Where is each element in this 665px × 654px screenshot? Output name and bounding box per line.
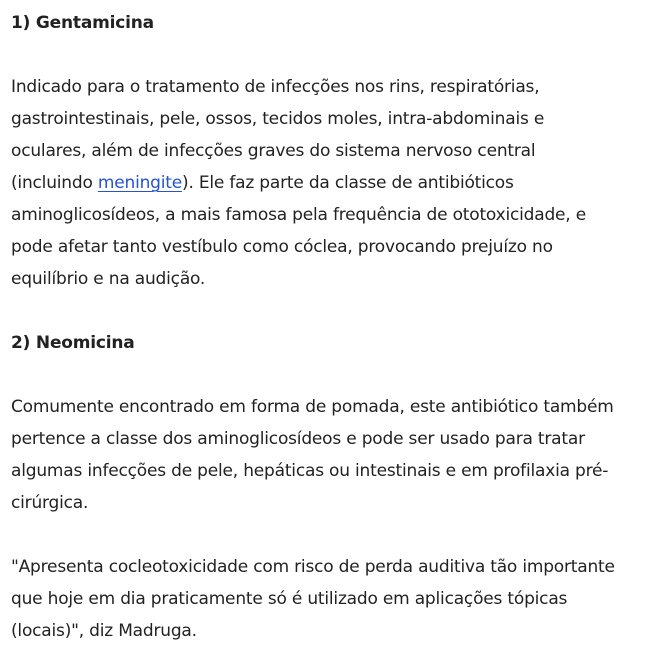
meningite-link[interactable]: meningite [97, 173, 183, 193]
paragraph-line: Indicado para o tratamento de infecções nos rins, respiratórias, [11, 77, 540, 97]
paragraph-line: pode afetar tanto vestíbulo como cóclea, provocando prejuízo no [11, 237, 553, 257]
quote-paragraph [11, 551, 615, 647]
text-fragment: ). Ele faz parte da classe de antibióticos [182, 173, 514, 193]
paragraph-line: aminoglicosídeos, a mais famosa pela frequência de ototoxicidade, e [11, 205, 586, 225]
paragraph-line: Comumente encontrado em forma de pomada, este antibiótico também [11, 397, 614, 417]
quote-line: que hoje em dia praticamente só é utilizado em aplicações tópicas [11, 589, 568, 609]
paragraph-line: oculares, além de infecções graves do sistema nervoso central [11, 141, 536, 161]
paragraph-neomicina [11, 391, 614, 519]
paragraph-line: equilíbrio e na audição. [11, 269, 206, 289]
text-fragment: (incluindo [11, 173, 98, 193]
paragraph-line: cirúrgica. [11, 493, 89, 513]
quote-line: "Apresenta cocleotoxicidade com risco de perda auditiva tão importante [11, 557, 615, 577]
section-heading-gentamicina [11, 7, 154, 39]
heading-text: 2) Neomicina [11, 333, 135, 353]
quote-line: (locais)", diz Madruga. [11, 621, 197, 641]
paragraph-gentamicina [11, 71, 586, 295]
paragraph-line: gastrointestinais, pele, ossos, tecidos moles, intra-abdominais e [11, 109, 545, 129]
paragraph-line: algumas infecções de pele, hepáticas ou intestinais e em profilaxia pré- [11, 461, 609, 481]
paragraph-line: pertence a classe dos aminoglicosídeos e pode ser usado para tratar [11, 429, 585, 449]
paragraph-line [11, 167, 586, 199]
heading-text: 1) Gentamicina [11, 13, 154, 33]
section-heading-neomicina [11, 327, 135, 359]
